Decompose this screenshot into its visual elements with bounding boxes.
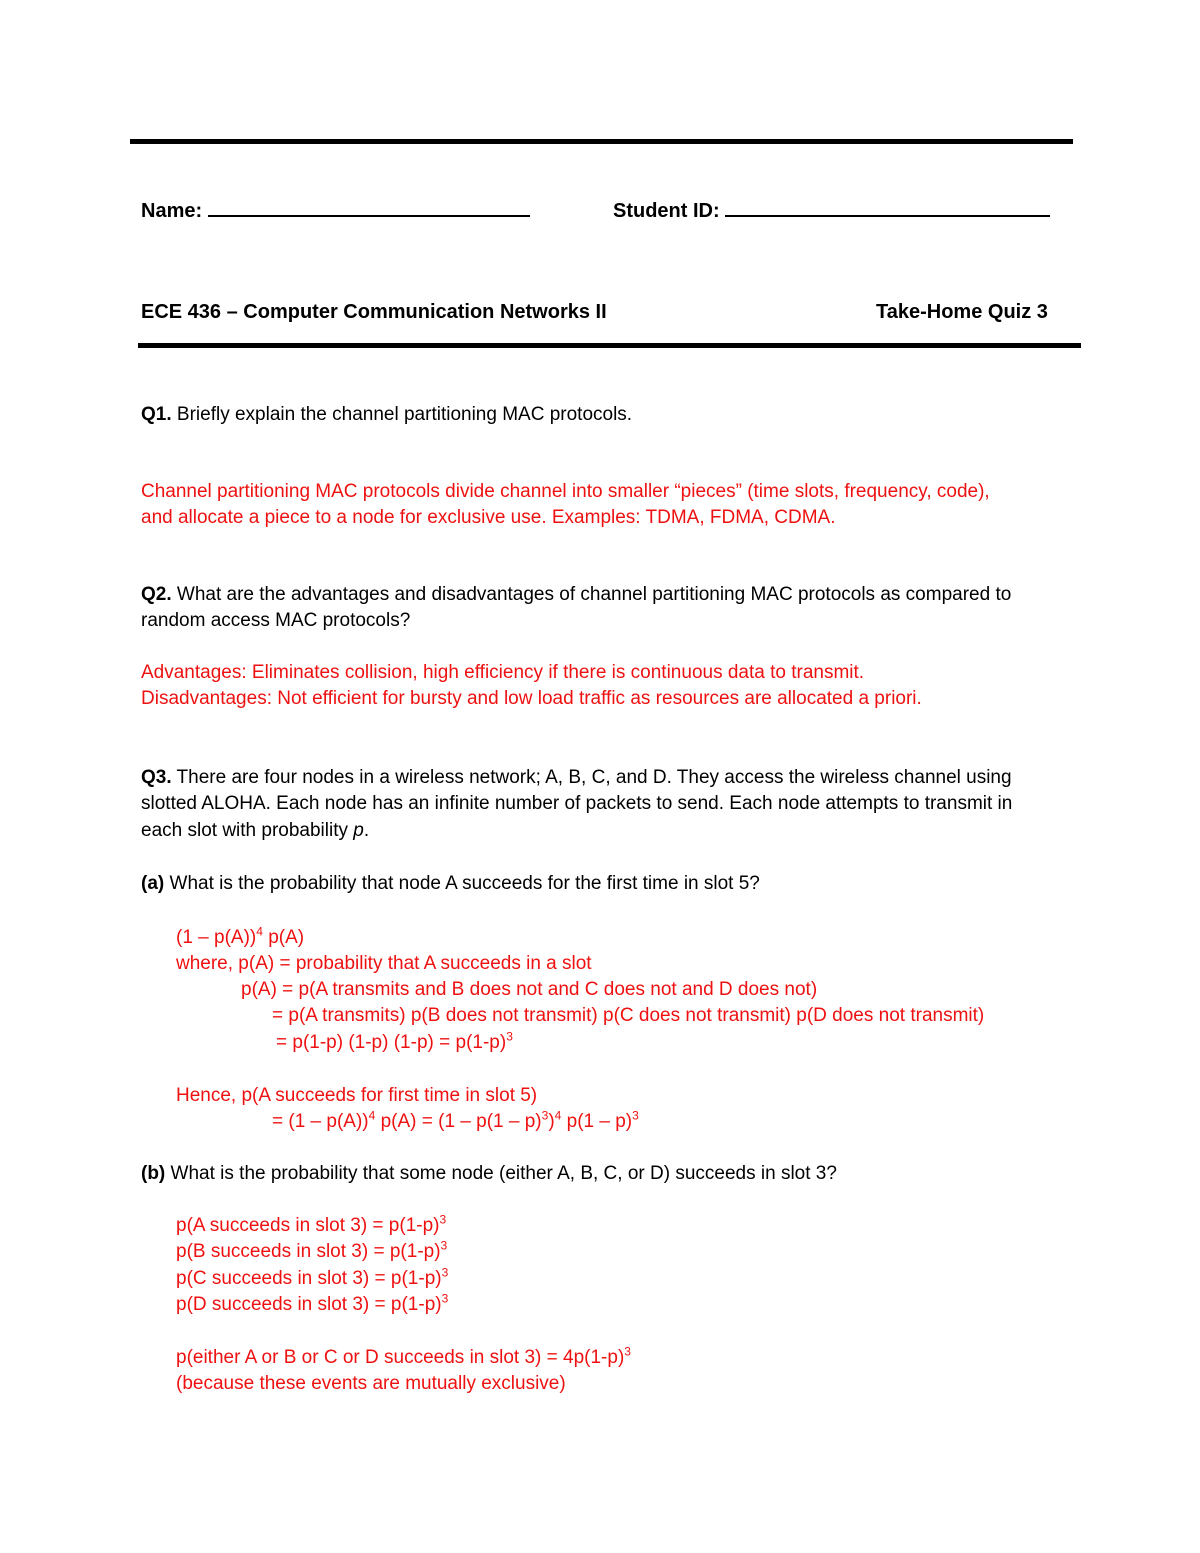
student-id-blank [725,195,1050,217]
q2-text: What are the advantages and disadvantages of channel partitioning MAC protocols as compared to [171,584,1012,605]
q3a-ans7-part3: ) [548,1111,555,1132]
q1-answer-line-2: and allocate a piece to a node for exclusive use. Examples: TDMA, FDMA, CDMA. [141,507,836,528]
q3a-ans7-sup1: 4 [368,1108,376,1123]
q3b-ans1-text: p(A succeeds in slot 3) = p(1-p) [176,1215,440,1236]
top-rule [130,139,1073,144]
name-blank [208,195,530,217]
q3a-ans7-part4: p(1 – p) [561,1111,633,1132]
q3b-ans2-text: p(B succeeds in slot 3) = p(1-p) [176,1241,441,1262]
q1-text: Briefly explain the channel partitioning MAC protocols. [171,404,633,425]
q3-variable-p: p [353,820,364,841]
q3b-answer-line-1 [176,1213,446,1239]
q3a-ans7-part1: = (1 – p(A)) [272,1111,369,1132]
q3b-question [141,1161,837,1187]
student-id-field [613,195,1050,224]
q3a-label: (a) [141,873,165,894]
name-label: Name: [141,200,203,222]
q3b-ans1-sup: 3 [439,1212,447,1227]
q3a-answer-line-2: where, p(A) = probability that A succeeds in a slot [176,953,592,974]
q2-number: Q2. [141,584,172,605]
student-id-label: Student ID: [613,200,720,222]
q3b-ans4-text: p(D succeeds in slot 3) = p(1-p) [176,1294,442,1315]
q3a-ans1-end: p(A) [262,927,305,948]
q3b-ans5-text: p(either A or B or C or D succeeds in slot 3) = 4p(1-p) [176,1347,625,1368]
q1-answer-line-1: Channel partitioning MAC protocols divide channel into smaller “pieces” (time slots, frequency, code), [141,481,990,502]
q3b-answer-line-2 [176,1239,447,1265]
q2-question-line-1 [141,582,1011,608]
q3a-ans7-sup3: 4 [554,1108,562,1123]
q3b-text: What is the probability that some node (either A, B, C, or D) succeeds in slot 3? [165,1163,837,1184]
q3-number: Q3. [141,767,172,788]
q3a-ans5-text: = p(1-p) (1-p) (1-p) = p(1-p) [276,1032,507,1053]
q3a-answer-line-6: Hence, p(A succeeds for first time in slot 5) [176,1085,538,1106]
q1-question [141,402,632,428]
q3a-ans7-part2: p(A) = (1 – p(1 – p) [375,1111,542,1132]
q3-question-line-3 [141,818,369,844]
q3b-answer-line-3 [176,1266,448,1292]
name-field [141,195,530,224]
q3a-ans1-sup: 4 [256,924,263,939]
q3b-ans4-sup: 3 [441,1291,449,1306]
q3a-text: What is the probability that node A succeeds for the first time in slot 5? [164,873,760,894]
q3-text-3-end: . [363,820,370,841]
q3b-answer-line-6: (because these events are mutually exclusive) [176,1373,566,1394]
q3b-ans3-sup: 3 [441,1265,449,1280]
q3-question-line-2: slotted ALOHA. Each node has an infinite number of packets to send. Each node attempts to transmit in [141,793,1013,814]
q1-number: Q1. [141,404,172,425]
q3a-ans5-sup: 3 [506,1029,513,1044]
q3a-answer-line-4: = p(A transmits) p(B does not transmit) p(C does not transmit) p(D does not transmit) [272,1005,985,1026]
q3b-ans3-text: p(C succeeds in slot 3) = p(1-p) [176,1268,442,1289]
q3a-ans7-sup2: 3 [541,1108,549,1123]
q3a-question [141,871,760,897]
q3b-answer-line-4 [176,1292,448,1318]
q3a-answer-line-1 [176,925,304,951]
q3b-ans5-sup: 3 [624,1344,631,1359]
q3-text-1: There are four nodes in a wireless network; A, B, C, and D. They access the wireless channel using [171,767,1012,788]
q3-text-3: each slot with probability [141,820,354,841]
course-title: ECE 436 – Computer Communication Networks II [141,301,607,323]
q3a-ans1-text: (1 – p(A)) [176,927,257,948]
q3b-answer-line-5 [176,1345,631,1371]
q3a-answer-line-3: p(A) = p(A transmits and B does not and C does not and D does not) [241,979,818,1000]
q3a-answer-line-7 [272,1109,639,1135]
q3a-answer-line-5 [276,1030,513,1056]
quiz-title: Take-Home Quiz 3 [876,301,1048,323]
q3b-ans2-sup: 3 [440,1238,448,1253]
q2-answer-disadvantages: Disadvantages: Not efficient for bursty and low load traffic as resources are allocated a priori. [141,688,922,709]
q2-question-line-2: random access MAC protocols? [141,610,411,631]
q3-question-line-1 [141,765,1012,791]
q3b-label: (b) [141,1163,166,1184]
header-bottom-rule [138,343,1081,348]
q2-answer-advantages: Advantages: Eliminates collision, high efficiency if there is continuous data to transmit. [141,662,865,683]
q3a-ans7-sup4: 3 [632,1108,639,1123]
